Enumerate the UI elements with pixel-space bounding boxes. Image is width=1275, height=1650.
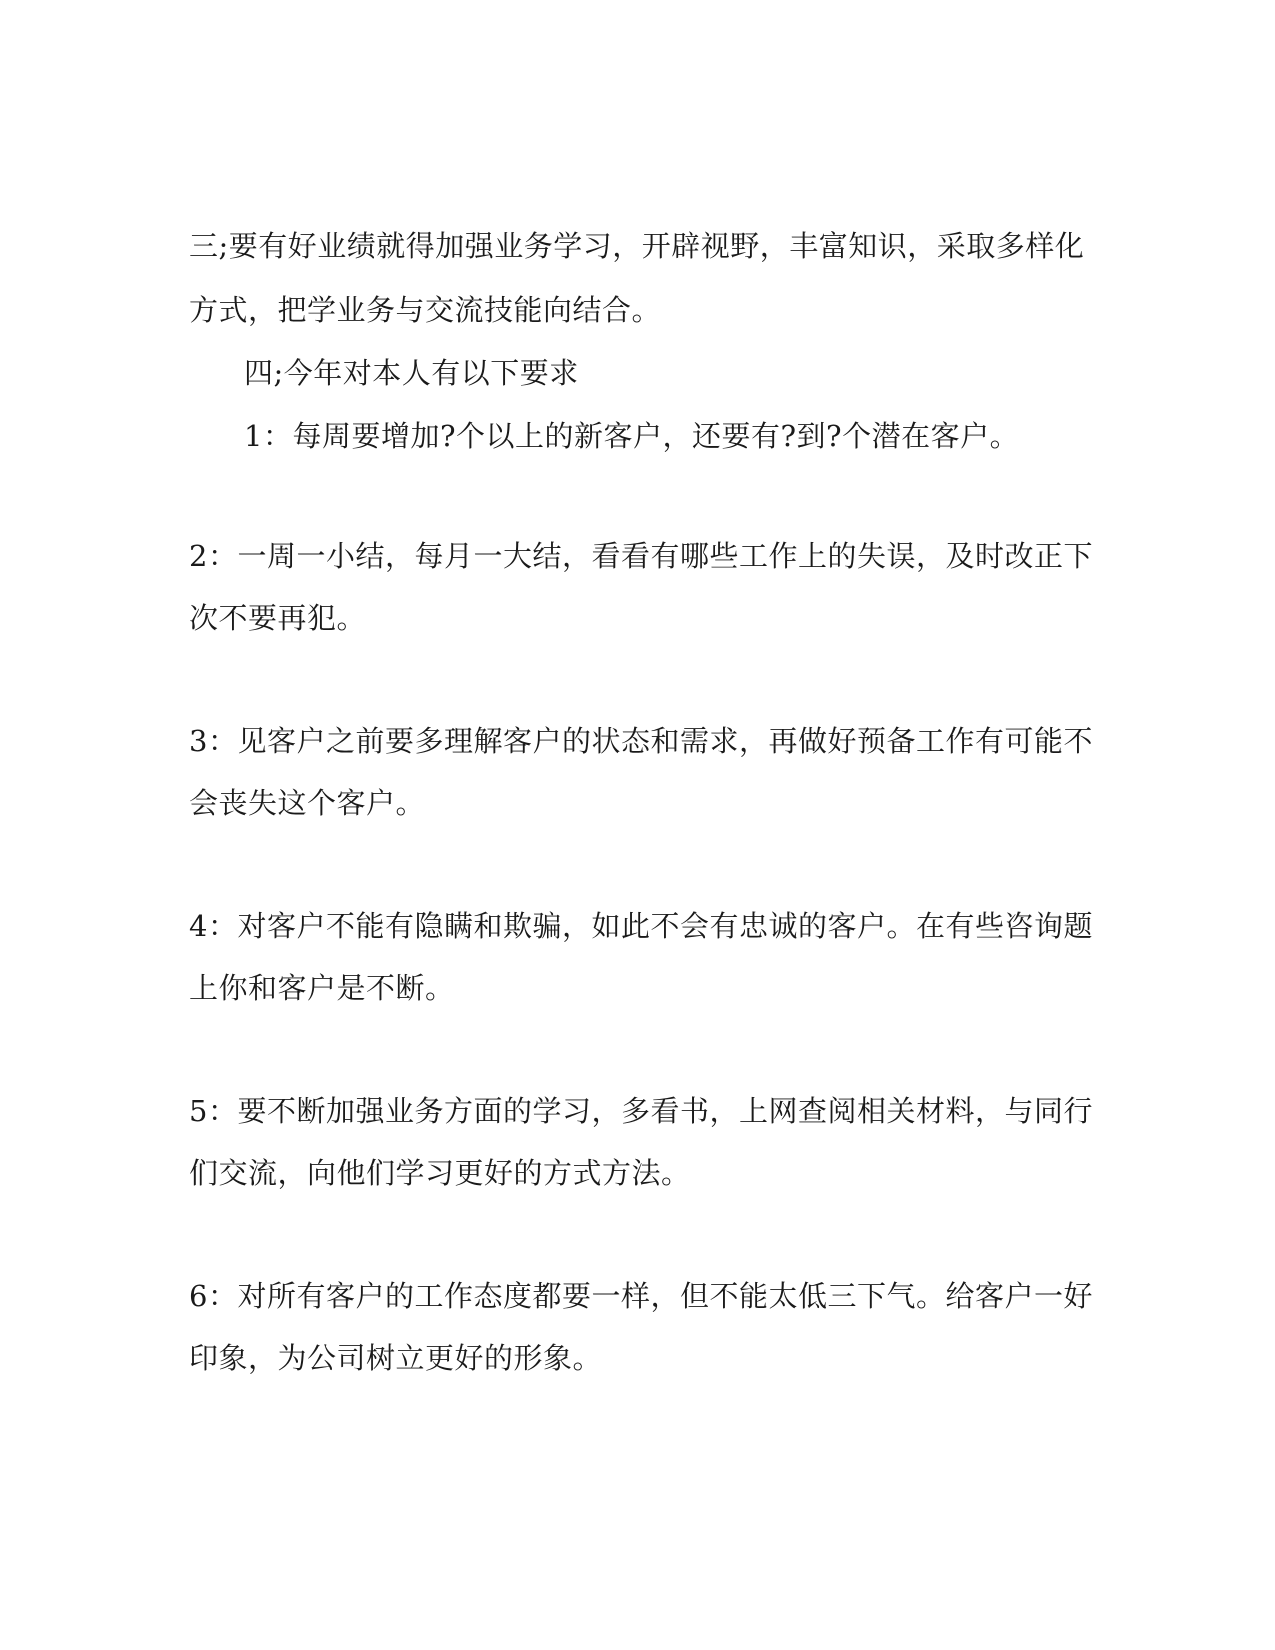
item-1-line-1: 1：每周要增加?个以上的新客户，还要有?到?个潜在客户。 bbox=[244, 419, 1020, 453]
item-4-line-2: 上你和客户是不断。 bbox=[189, 971, 455, 1005]
item-3-line-1: 3：见客户之前要多理解客户的状态和需求，再做好预备工作有可能不 bbox=[189, 724, 1093, 758]
section-three-line-1: 三;要有好业绩就得加强业务学习，开辟视野，丰富知识，采取多样化 bbox=[189, 229, 1085, 263]
item-6-line-1: 6：对所有客户的工作态度都要一样，但不能太低三下气。给客户一好 bbox=[189, 1279, 1093, 1313]
item-4-line-1: 4：对客户不能有隐瞒和欺骗，如此不会有忠诚的客户。在有些咨询题 bbox=[189, 909, 1093, 943]
section-four-heading: 四;今年对本人有以下要求 bbox=[244, 356, 579, 390]
item-3-line-2: 会丧失这个客户。 bbox=[189, 786, 426, 820]
item-2-line-2: 次不要再犯。 bbox=[189, 601, 367, 635]
item-5-line-1: 5：要不断加强业务方面的学习，多看书，上网查阅相关材料，与同行 bbox=[189, 1094, 1093, 1128]
section-three-line-2: 方式，把学业务与交流技能向结合。 bbox=[189, 293, 662, 327]
item-5-line-2: 们交流，向他们学习更好的方式方法。 bbox=[189, 1156, 691, 1190]
item-6-line-2: 印象，为公司树立更好的形象。 bbox=[189, 1341, 603, 1375]
item-2-line-1: 2：一周一小结，每月一大结，看看有哪些工作上的失误，及时改正下 bbox=[189, 539, 1093, 573]
